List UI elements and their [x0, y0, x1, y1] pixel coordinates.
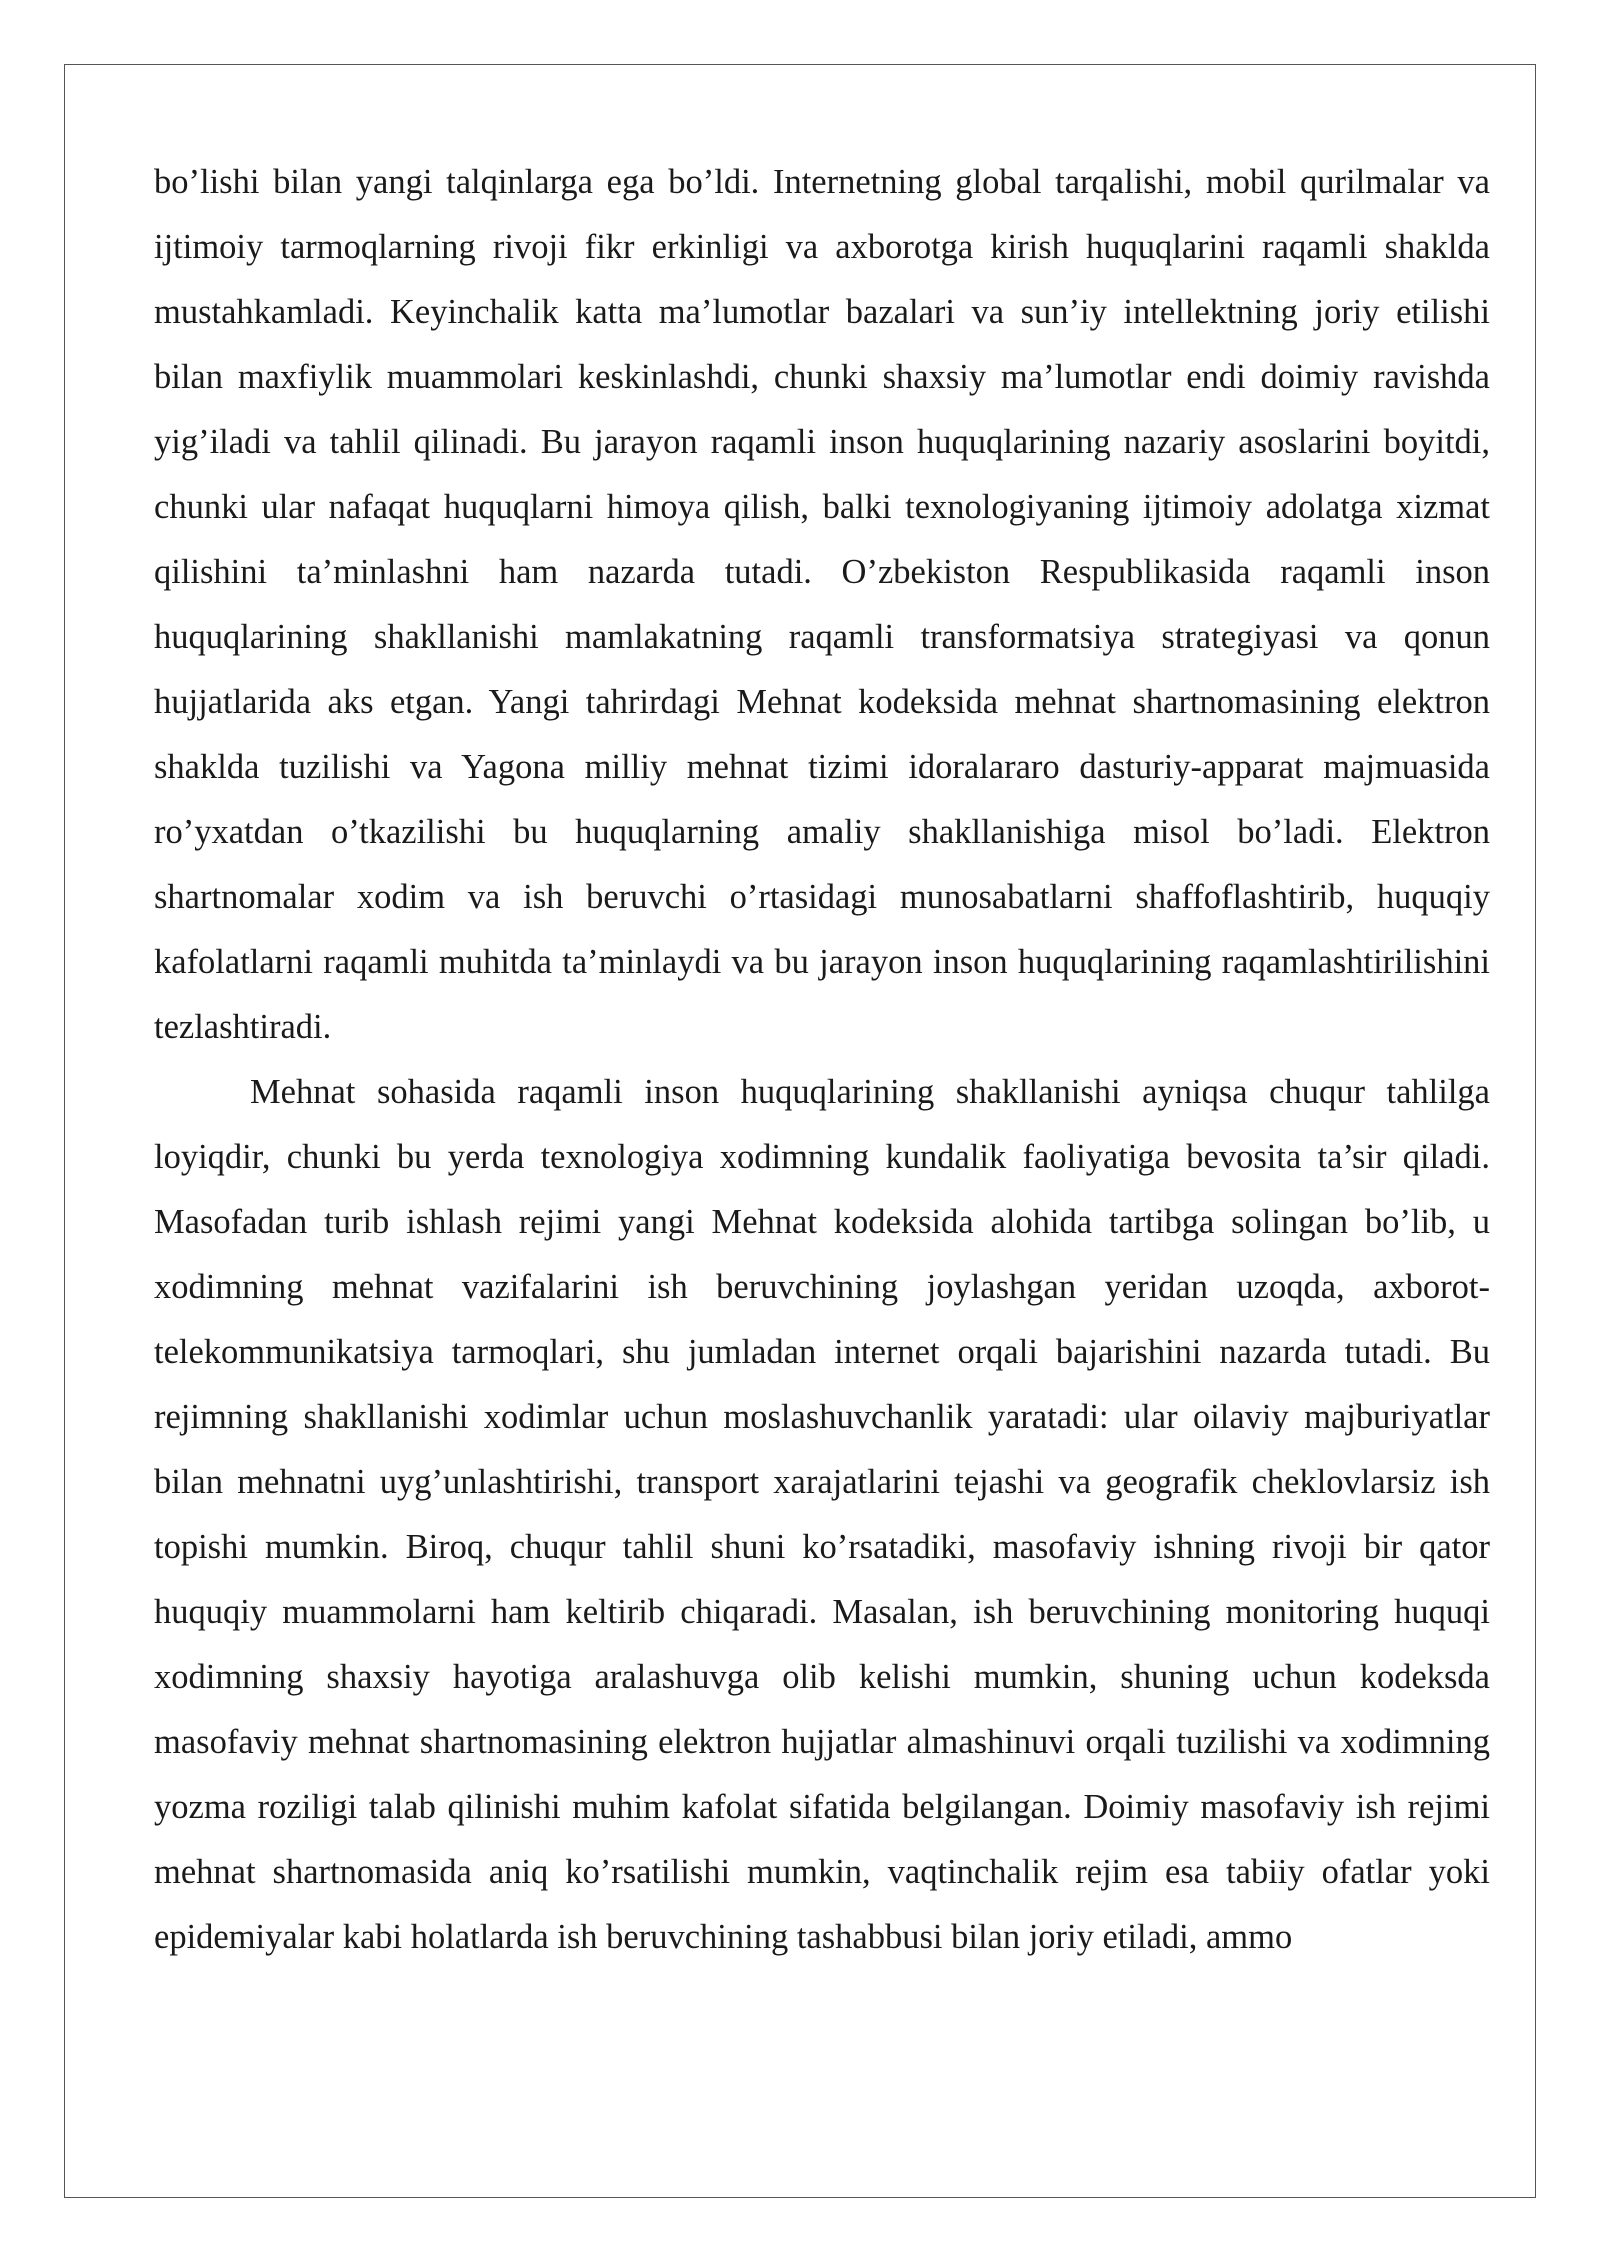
paragraph-mehnat-sohasida: Mehnat sohasida raqamli inson huquqlarining shakllanishi ayniqsa chuqur tahlilga loyiqdir, chunki bu yerda texnologiya xodimning kundalik faoliyatiga bevosita ta’sir qiladi. Masofadan turib ishlash rejimi yangi Mehnat kodeksida alohida tartibga solingan bo’lib, u xodimning mehnat vazifalarini ish beruvchining joylashgan yeridan uzoqda, axborot-telekommunikatsiya tarmoqlari, shu jumladan internet orqali bajarishini nazarda tutadi. Bu rejimning shakllanishi xodimlar uchun moslashuvchanlik yaratadi: ular oilaviy majburiyatlar bilan mehnatni uyg’unlashtirishi, transport xarajatlarini tejashi va geografik cheklovlarsiz ish topishi mumkin. Biroq, chuqur tahlil shuni ko’rsatadiki, masofaviy ishning rivoji bir qator huquqiy muammolarni ham keltirib chiqaradi. Masalan, ish beruvchining monitoring huquqi xodimning shaxsiy hayotiga aralashuvga olib kelishi mumkin, shuning uchun kodeksda masofaviy mehnat shartnomasining elektron hujjatlar almashinuvi orqali tuzilishi va xodimning yozma roziligi talab qilinishi muhim kafolat sifatida belgilangan. Doimiy masofaviy ish rejimi mehnat shartnomasida aniq ko’rsatilishi mumkin, vaqtinchalik rejim esa tabiiy ofatlar yoki epidemiyalar kabi holatlarda ish beruvchining tashabbusi bilan joriy etiladi, ammo: [154, 1073, 1490, 1956]
paragraph-continued: bo’lishi bilan yangi talqinlarga ega bo’ldi. Internetning global tarqalishi, mobil qurilmalar va ijtimoiy tarmoqlarning rivoji fikr erkinligi va axborotga kirish huquqlarini raqamli shaklda mustahkamladi. Keyinchalik katta ma’lumotlar bazalari va sun’iy intellektning joriy etilishi bilan maxfiylik muammolari keskinlashdi, chunki shaxsiy ma’lumotlar endi doimiy ravishda yig’iladi va tahlil qilinadi. Bu jarayon raqamli inson huquqlarining nazariy asoslarini boyitdi, chunki ular nafaqat huquqlarni himoya qilish, balki texnologiyaning ijtimoiy adolatga xizmat qilishini ta’minlashni ham nazarda tutadi. O’zbekiston Respublikasida raqamli inson huquqlarining shakllanishi mamlakatning raqamli transformatsiya strategiyasi va qonun hujjatlarida aks etgan. Yangi tahrirdagi Mehnat kodeksida mehnat shartnomasining elektron shaklda tuzilishi va Yagona milliy mehnat tizimi idoralararo dasturiy-apparat majmuasida ro’yxatdan o’tkazilishi bu huquqlarning amaliy shakllanishiga misol bo’ladi. Elektron shartnomalar xodim va ish beruvchi o’rtasidagi munosabatlarni shaffoflashtirib, huquqiy kafolatlarni raqamli muhitda ta’minlaydi va bu jarayon inson huquqlarining raqamlashtirilishini tezlashtiradi.: [154, 163, 1490, 1046]
document-body: [154, 150, 1490, 1970]
